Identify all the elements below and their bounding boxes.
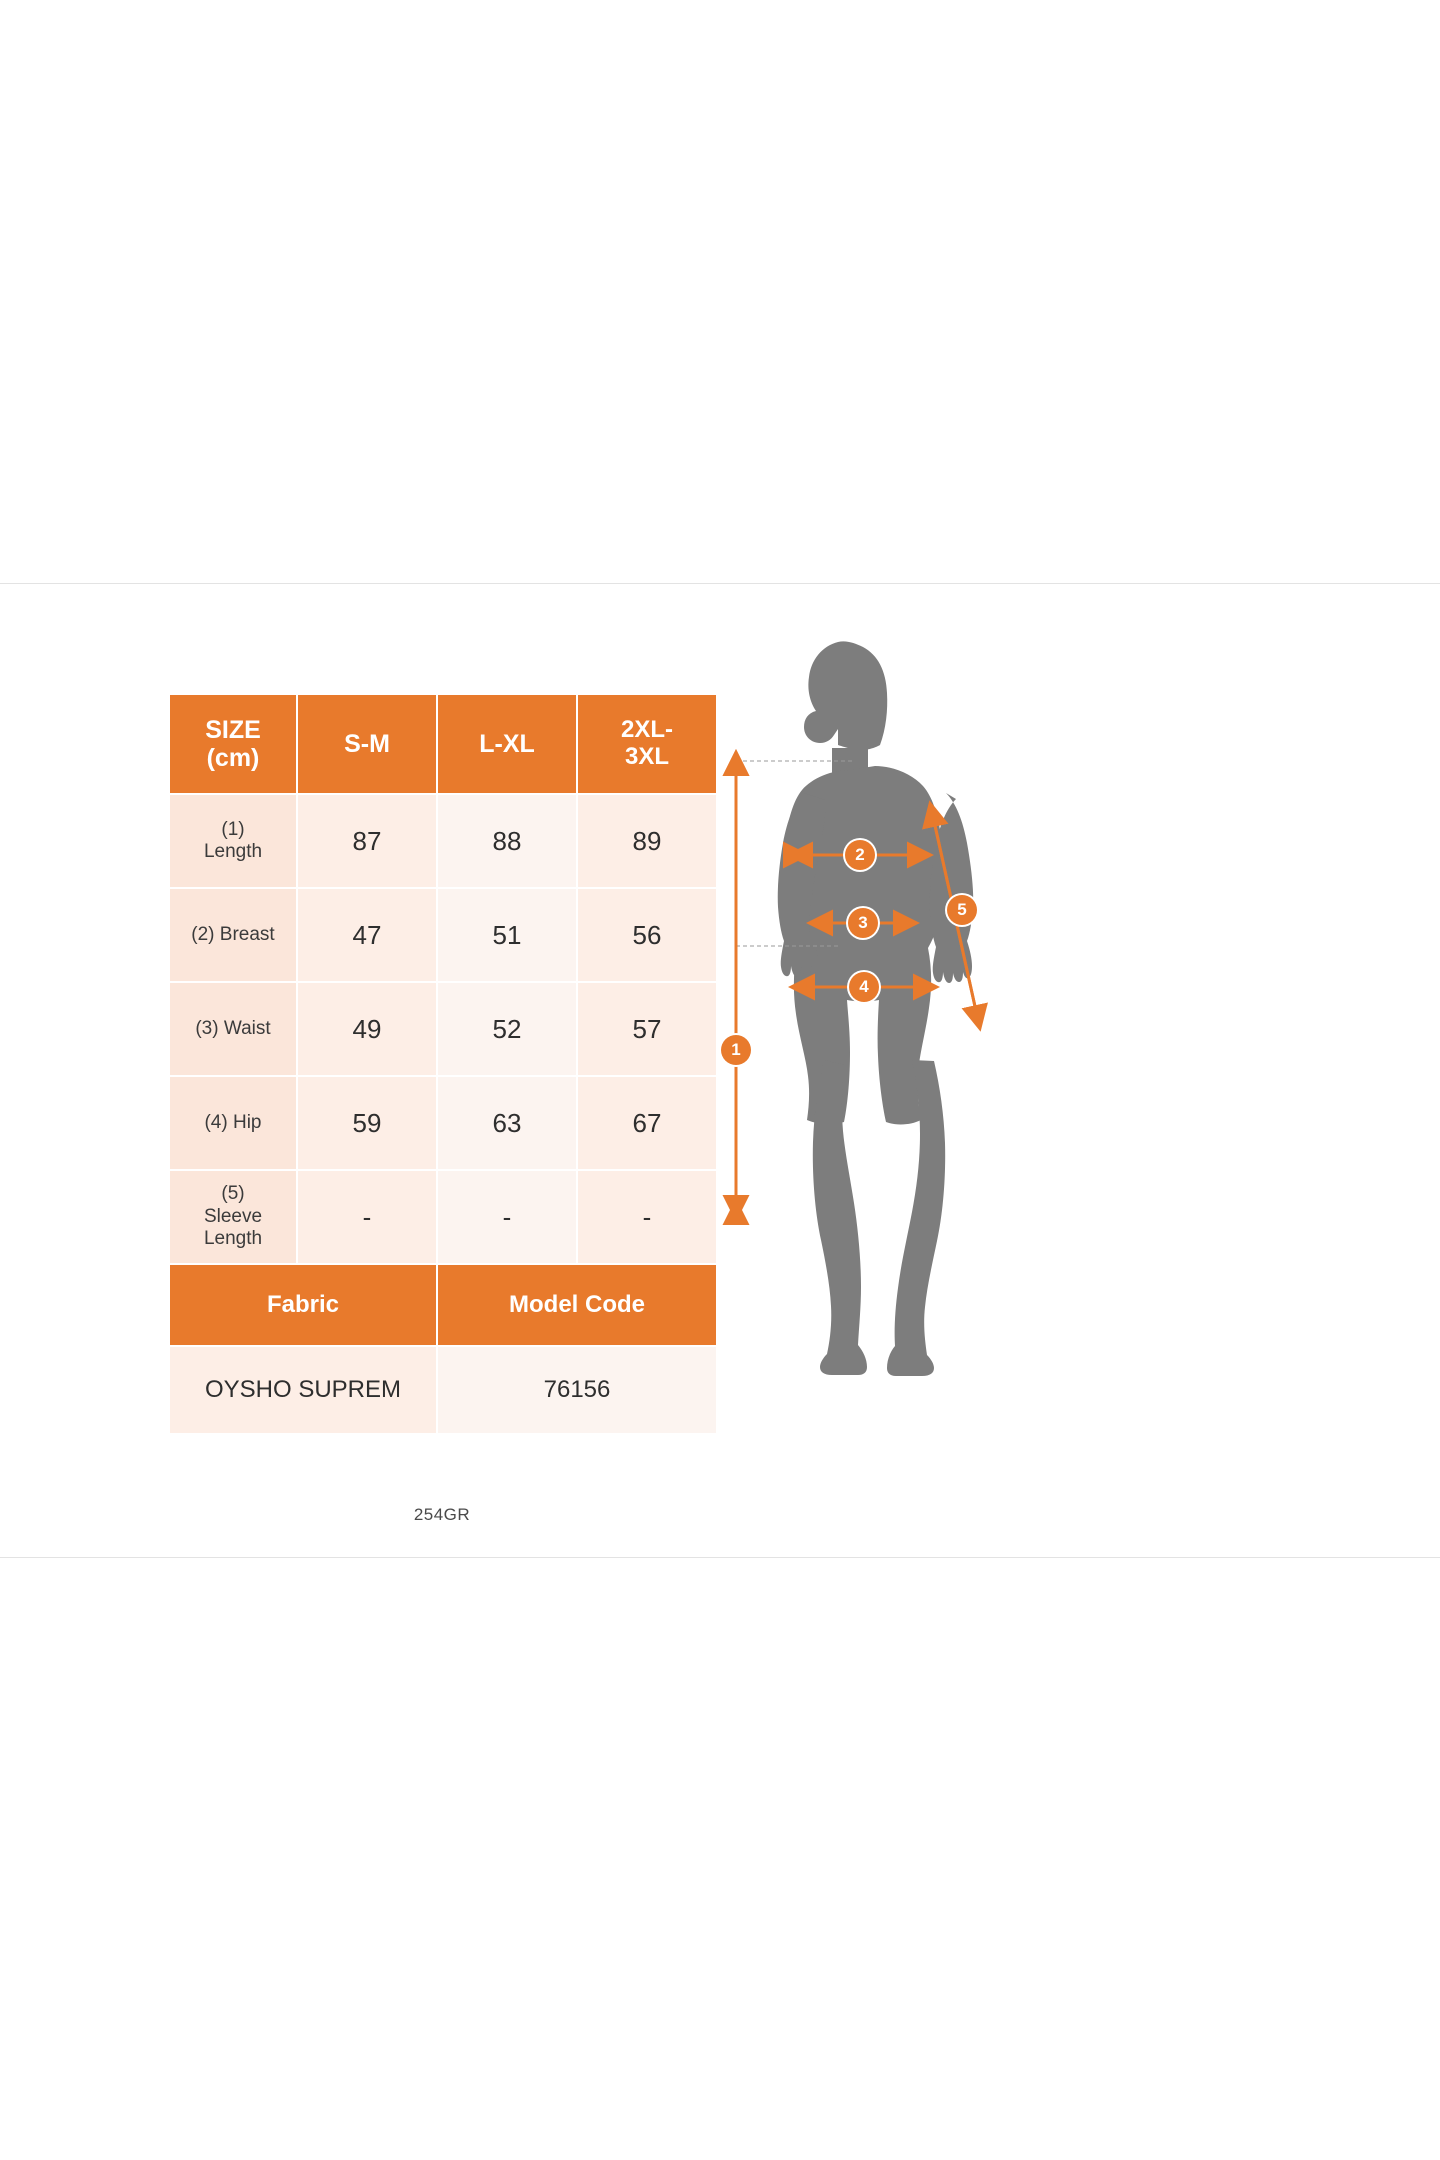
row-label-length bbox=[169, 794, 297, 888]
row-label-length-line2: Length bbox=[203, 841, 263, 862]
cell-sleeve-2xl3xl: - bbox=[577, 1170, 717, 1264]
table-row bbox=[169, 1076, 717, 1170]
table-footer-header-row bbox=[169, 1264, 717, 1346]
badge-waist: 3 bbox=[848, 908, 878, 938]
table-footer-value-row bbox=[169, 1346, 717, 1434]
measurement-figure bbox=[700, 630, 1120, 1490]
header-fabric: Fabric bbox=[169, 1264, 437, 1346]
row-label-sleeve-line1: (5) bbox=[221, 1183, 245, 1205]
header-size-line2: (cm) bbox=[206, 744, 260, 772]
badge-hip: 4 bbox=[849, 972, 879, 1002]
cell-hip-2xl3xl: 67 bbox=[577, 1076, 717, 1170]
row-label-sleeve-length bbox=[169, 1170, 297, 1264]
header-col-2xl3xl bbox=[577, 694, 717, 794]
value-fabric: OYSHO SUPREM bbox=[169, 1346, 437, 1434]
header-size-label bbox=[169, 694, 297, 794]
cell-hip-sm: 59 bbox=[297, 1076, 437, 1170]
divider-bottom bbox=[0, 1557, 1440, 1558]
table-row bbox=[169, 1170, 717, 1264]
table-row bbox=[169, 888, 717, 982]
figure-svg bbox=[700, 630, 1120, 1490]
header-col-sm: S-M bbox=[297, 694, 437, 794]
header-col-lxl: L-XL bbox=[437, 694, 577, 794]
cell-sleeve-lxl: - bbox=[437, 1170, 577, 1264]
size-table bbox=[168, 693, 718, 1435]
header-col-2xl3xl-line2: 3XL bbox=[624, 743, 669, 770]
cell-length-lxl: 88 bbox=[437, 794, 577, 888]
cell-length-2xl3xl: 89 bbox=[577, 794, 717, 888]
table-row bbox=[169, 794, 717, 888]
row-label-sleeve-line2: Sleeve bbox=[203, 1205, 263, 1227]
badge-sleeve-length: 5 bbox=[947, 895, 977, 925]
table-row bbox=[169, 982, 717, 1076]
weight-note: 254GR bbox=[413, 1505, 471, 1524]
row-label-waist: (3) Waist bbox=[169, 982, 297, 1076]
cell-hip-lxl: 63 bbox=[437, 1076, 577, 1170]
row-label-sleeve-line3: Length bbox=[203, 1228, 263, 1250]
value-model-code: 76156 bbox=[437, 1346, 717, 1434]
female-silhouette-icon bbox=[778, 641, 973, 1376]
row-label-length-line1: (1) bbox=[221, 818, 245, 840]
cell-breast-lxl: 51 bbox=[437, 888, 577, 982]
cell-waist-sm: 49 bbox=[297, 982, 437, 1076]
cell-sleeve-sm: - bbox=[297, 1170, 437, 1264]
divider-top bbox=[0, 583, 1440, 584]
cell-breast-2xl3xl: 56 bbox=[577, 888, 717, 982]
badge-breast: 2 bbox=[845, 840, 875, 870]
cell-waist-lxl: 52 bbox=[437, 982, 577, 1076]
cell-breast-sm: 47 bbox=[297, 888, 437, 982]
cell-waist-2xl3xl: 57 bbox=[577, 982, 717, 1076]
badge-length: 1 bbox=[721, 1035, 751, 1065]
header-size-line1: SIZE bbox=[205, 716, 261, 744]
table-header-row bbox=[169, 694, 717, 794]
cell-length-sm: 87 bbox=[297, 794, 437, 888]
header-model-code: Model Code bbox=[437, 1264, 717, 1346]
row-label-breast: (2) Breast bbox=[169, 888, 297, 982]
row-label-hip: (4) Hip bbox=[169, 1076, 297, 1170]
header-col-2xl3xl-line1: 2XL- bbox=[620, 716, 673, 744]
